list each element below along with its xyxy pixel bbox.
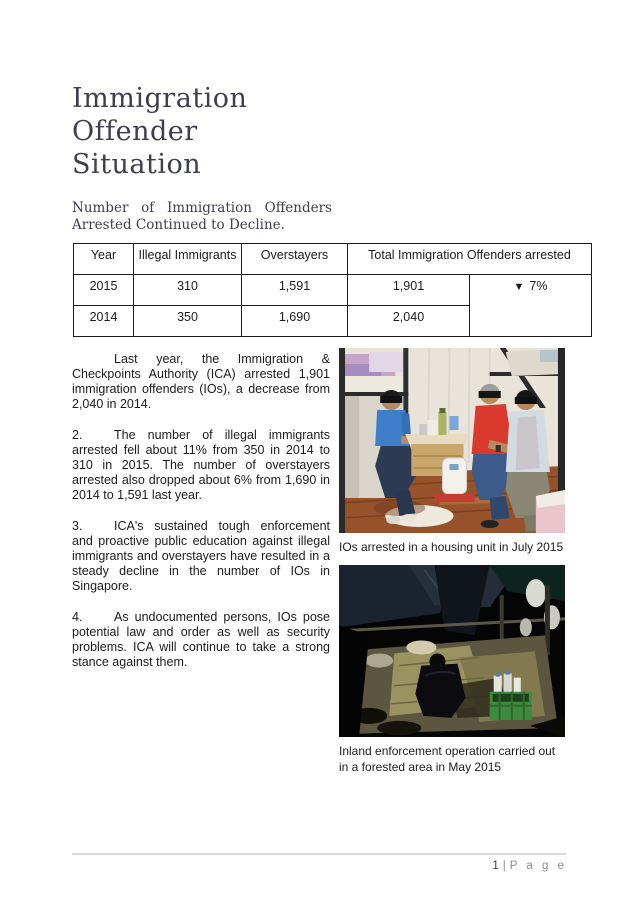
cell-overstayers-2014: 1,690 bbox=[242, 306, 348, 337]
paragraph-text: As undocumented persons, IOs pose potential law and order as well as security problems. ICA will continue to take a strong stance against them. bbox=[72, 610, 330, 669]
cell-total-2014: 2,040 bbox=[348, 306, 470, 337]
paragraph-1 bbox=[72, 352, 330, 412]
header-year: Year bbox=[74, 244, 134, 275]
figure-forest-operation bbox=[339, 565, 565, 775]
page-footer bbox=[492, 860, 567, 872]
paragraph-number: 2. bbox=[72, 428, 83, 442]
cell-change bbox=[470, 275, 592, 337]
footer-label: P a g e bbox=[509, 860, 567, 872]
change-value: 7% bbox=[529, 279, 548, 293]
cell-year-2015: 2015 bbox=[74, 275, 134, 306]
decrease-arrow-icon: ▼ bbox=[513, 281, 525, 293]
header-overstayers: Overstayers bbox=[242, 244, 348, 275]
footer-divider bbox=[72, 853, 566, 855]
table-row bbox=[74, 275, 592, 306]
cell-illegal-2015: 310 bbox=[134, 275, 242, 306]
cell-year-2014: 2014 bbox=[74, 306, 134, 337]
header-total-offenders: Total Immigration Offenders arrested bbox=[348, 244, 592, 275]
offenders-table bbox=[73, 243, 592, 337]
cell-total-2015: 1,901 bbox=[348, 275, 470, 306]
paragraph-3 bbox=[72, 519, 330, 594]
figure-caption: IOs arrested in a housing unit in July 2015 bbox=[339, 540, 564, 554]
paragraph-text: The number of illegal immigrants arrested fell about 11% from 350 in 2014 to 310 in 2015. The number of overstayers arrested also dropped about 6% from 1,690 in 2014 to 1,591 last year. bbox=[72, 428, 330, 502]
paragraph-number: 4. bbox=[72, 610, 83, 624]
paragraph-number: 3. bbox=[72, 519, 83, 533]
footer-separator: | bbox=[502, 860, 506, 872]
paragraph-text: Last year, the Immigration & Checkpoints Authority (ICA) arrested 1,901 immigration offenders (IOs), a decrease from 2,040 in 2014. bbox=[72, 352, 330, 411]
cell-overstayers-2015: 1,591 bbox=[242, 275, 348, 306]
page-title: Immigration Offender Situation bbox=[72, 83, 248, 181]
paragraph-2 bbox=[72, 428, 330, 503]
page-number: 1 bbox=[492, 860, 499, 872]
paragraph-4 bbox=[72, 610, 330, 670]
figure-caption: Inland enforcement operation carried out in a forested area in May 2015 bbox=[339, 744, 556, 774]
figure-housing-unit bbox=[339, 348, 565, 556]
body-text-column bbox=[72, 352, 330, 686]
forest-operation-photo bbox=[339, 565, 565, 737]
table-header-row bbox=[74, 244, 592, 275]
cell-illegal-2014: 350 bbox=[134, 306, 242, 337]
housing-unit-photo bbox=[339, 348, 565, 533]
page-subtitle: Number of Immigration Offenders Arrested Continued to Decline. bbox=[72, 200, 332, 234]
paragraph-text: ICA's sustained tough enforcement and proactive public education against illegal immigrants and overstayers have resulted in a steady decline in the number of IOs in Singapore. bbox=[72, 519, 330, 593]
header-illegal-immigrants: Illegal Immigrants bbox=[134, 244, 242, 275]
